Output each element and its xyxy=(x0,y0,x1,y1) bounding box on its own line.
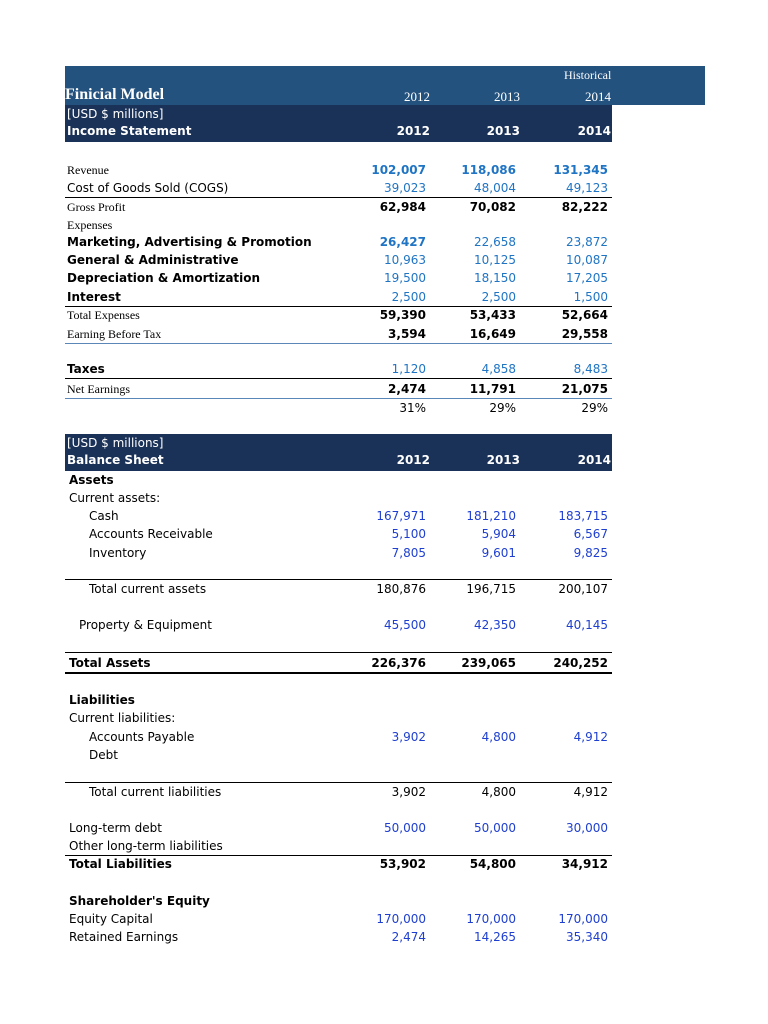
cell-value[interactable]: 53,433 xyxy=(469,308,516,322)
cell-value[interactable]: 2,500 xyxy=(481,290,516,304)
cell-value[interactable]: 39,023 xyxy=(384,181,426,195)
divider xyxy=(65,672,612,674)
cell-value[interactable]: 26,427 xyxy=(379,235,426,249)
cell-value[interactable]: 3,902 xyxy=(391,785,426,799)
row-label: Current assets: xyxy=(69,491,161,505)
cell-value[interactable]: 62,984 xyxy=(379,200,426,214)
cell-value[interactable]: 52,664 xyxy=(561,308,608,322)
table-row xyxy=(65,837,612,855)
table-row xyxy=(65,161,612,179)
cell-value[interactable]: 5,904 xyxy=(481,527,516,541)
row-label: Earning Before Tax xyxy=(67,327,162,341)
row-label: Cash xyxy=(89,509,119,523)
row-label: Interest xyxy=(67,290,121,304)
row-label: Inventory xyxy=(89,546,147,560)
row-label: Current liabilities: xyxy=(69,711,176,725)
cell-value[interactable]: 29% xyxy=(489,401,516,415)
cell-value[interactable]: 18,150 xyxy=(474,271,516,285)
table-row xyxy=(65,233,612,251)
cell-value[interactable]: 10,125 xyxy=(474,253,516,267)
divider xyxy=(65,343,612,344)
cell-value[interactable]: 22,658 xyxy=(474,235,516,249)
table-row xyxy=(65,380,612,398)
cell-value[interactable]: 7,805 xyxy=(391,546,426,560)
cell-value[interactable]: 118,086 xyxy=(461,163,516,177)
balance-sheet-header xyxy=(65,434,612,471)
cell-value[interactable]: 1,500 xyxy=(573,290,608,304)
row-label: Revenue xyxy=(67,163,109,177)
table-row xyxy=(65,910,612,928)
cell-value[interactable]: 4,858 xyxy=(481,362,516,376)
cell-value[interactable]: 2,474 xyxy=(388,382,426,396)
cell-value[interactable]: 226,376 xyxy=(371,656,426,670)
row-label: Other long-term liabilities xyxy=(69,839,223,853)
table-row xyxy=(65,288,612,306)
cell-value[interactable]: 48,004 xyxy=(474,181,516,195)
cell-value[interactable]: 59,390 xyxy=(379,308,426,322)
table-row xyxy=(65,691,612,709)
row-label: Depreciation & Amortization xyxy=(67,271,261,285)
cell-value[interactable]: 49,123 xyxy=(566,181,608,195)
balance-units: [USD $ millions] xyxy=(67,436,164,450)
row-label: General & Administrative xyxy=(67,253,239,267)
title-year-2013: 2013 xyxy=(494,89,520,104)
cell-value[interactable]: 30,000 xyxy=(566,821,608,835)
title-year-2014: 2014 xyxy=(585,89,611,104)
row-label: Total current assets xyxy=(89,582,207,596)
cell-value[interactable]: 1,120 xyxy=(391,362,426,376)
cell-value[interactable]: 240,252 xyxy=(553,656,608,670)
table-row xyxy=(65,819,612,837)
income-statement-header xyxy=(65,105,612,142)
cell-value[interactable]: 8,483 xyxy=(573,362,608,376)
cell-value[interactable]: 10,963 xyxy=(384,253,426,267)
row-label: Total current liabilities xyxy=(89,785,222,799)
cell-value[interactable]: 170,000 xyxy=(376,912,426,926)
row-label: Retained Earnings xyxy=(69,930,179,944)
model-title: Finicial Model xyxy=(65,86,165,103)
income-year-2012: 2012 xyxy=(396,124,430,138)
row-label: Accounts Payable xyxy=(89,730,195,744)
cell-value[interactable]: 14,265 xyxy=(474,930,516,944)
income-units: [USD $ millions] xyxy=(67,107,164,121)
row-label: Expenses xyxy=(67,218,113,232)
row-label: Assets xyxy=(69,473,114,487)
cell-value[interactable]: 183,715 xyxy=(558,509,608,523)
cell-value[interactable]: 35,340 xyxy=(566,930,608,944)
table-row xyxy=(65,325,612,343)
table-row xyxy=(65,892,612,910)
cell-value[interactable]: 31% xyxy=(399,401,426,415)
cell-value[interactable]: 2,474 xyxy=(391,930,426,944)
table-row xyxy=(65,728,612,746)
cell-value[interactable]: 2,500 xyxy=(391,290,426,304)
cell-value[interactable]: 4,800 xyxy=(481,730,516,744)
table-row xyxy=(65,489,612,507)
balance-sheet-title: Balance Sheet xyxy=(67,453,164,467)
row-label: Liabilities xyxy=(69,693,135,707)
row-label: Debt xyxy=(89,748,118,762)
cell-value[interactable]: 239,065 xyxy=(461,656,516,670)
row-label: Net Earnings xyxy=(67,382,130,396)
cell-value[interactable]: 29% xyxy=(581,401,608,415)
row-label: Equity Capital xyxy=(69,912,153,926)
divider xyxy=(65,378,612,379)
cell-value[interactable]: 200,107 xyxy=(558,582,608,596)
table-row xyxy=(65,855,612,873)
title-band xyxy=(65,66,705,105)
cell-value[interactable]: 54,800 xyxy=(469,857,516,871)
historical-label: Historical xyxy=(564,68,612,82)
table-row xyxy=(65,507,612,525)
table-row xyxy=(65,783,612,801)
cell-value[interactable]: 5,100 xyxy=(391,527,426,541)
row-label: Marketing, Advertising & Promotion xyxy=(67,235,312,249)
cell-value[interactable]: 16,649 xyxy=(469,327,516,341)
cell-value[interactable]: 181,210 xyxy=(466,509,516,523)
cell-value[interactable]: 167,971 xyxy=(376,509,426,523)
cell-value[interactable]: 17,205 xyxy=(566,271,608,285)
cell-value[interactable]: 50,000 xyxy=(474,821,516,835)
cell-value[interactable]: 82,222 xyxy=(561,200,608,214)
cell-value[interactable]: 23,872 xyxy=(566,235,608,249)
table-row xyxy=(65,360,612,378)
table-row xyxy=(65,746,612,764)
row-label: Shareholder's Equity xyxy=(69,894,210,908)
row-label: Total Liabilities xyxy=(69,857,172,871)
cell-value[interactable]: 180,876 xyxy=(376,582,426,596)
balance-year-2014: 2014 xyxy=(577,453,611,467)
cell-value[interactable]: 19,500 xyxy=(384,271,426,285)
divider xyxy=(65,652,612,653)
table-row xyxy=(65,525,612,543)
cell-value[interactable]: 102,007 xyxy=(371,163,426,177)
table-row xyxy=(65,709,612,727)
table-row xyxy=(65,616,612,634)
cell-value[interactable]: 42,350 xyxy=(474,618,516,632)
cell-value[interactable]: 170,000 xyxy=(466,912,516,926)
table-row xyxy=(65,216,612,234)
income-statement-title: Income Statement xyxy=(67,124,192,138)
row-label: Accounts Receivable xyxy=(89,527,213,541)
cell-value[interactable]: 4,912 xyxy=(573,730,608,744)
table-row xyxy=(65,251,612,269)
table-row xyxy=(65,399,612,417)
cell-value[interactable]: 6,567 xyxy=(573,527,608,541)
title-year-2012: 2012 xyxy=(404,89,430,104)
cell-value[interactable]: 170,000 xyxy=(558,912,608,926)
table-row xyxy=(65,580,612,598)
cell-value[interactable]: 9,825 xyxy=(573,546,608,560)
row-label: Long-term debt xyxy=(69,821,163,835)
cell-value[interactable]: 3,902 xyxy=(391,730,426,744)
income-year-2013: 2013 xyxy=(486,124,520,138)
cell-value[interactable]: 40,145 xyxy=(566,618,608,632)
cell-value[interactable]: 196,715 xyxy=(466,582,516,596)
table-row xyxy=(65,269,612,287)
cell-value[interactable]: 53,902 xyxy=(379,857,426,871)
cell-value[interactable]: 4,912 xyxy=(573,785,608,799)
row-label: Taxes xyxy=(67,362,105,376)
cell-value[interactable]: 45,500 xyxy=(384,618,426,632)
table-row xyxy=(65,179,612,197)
cell-value[interactable]: 29,558 xyxy=(561,327,608,341)
cell-value[interactable]: 9,601 xyxy=(481,546,516,560)
cell-value[interactable]: 11,791 xyxy=(469,382,516,396)
table-row xyxy=(65,306,612,324)
cell-value[interactable]: 50,000 xyxy=(384,821,426,835)
row-label: Total Expenses xyxy=(67,308,140,322)
table-row xyxy=(65,928,612,946)
cell-value[interactable]: 34,912 xyxy=(561,857,608,871)
cell-value[interactable]: 21,075 xyxy=(561,382,608,396)
table-row xyxy=(65,471,612,489)
row-label: Gross Profit xyxy=(67,200,126,214)
balance-year-2012: 2012 xyxy=(396,453,430,467)
table-row xyxy=(65,654,612,672)
cell-value[interactable]: 3,594 xyxy=(388,327,426,341)
income-year-2014: 2014 xyxy=(577,124,611,138)
balance-year-2013: 2013 xyxy=(486,453,520,467)
cell-value[interactable]: 4,800 xyxy=(481,785,516,799)
cell-value[interactable]: 131,345 xyxy=(553,163,608,177)
table-row xyxy=(65,544,612,562)
cell-value[interactable]: 70,082 xyxy=(469,200,516,214)
row-label: Property & Equipment xyxy=(79,618,212,632)
row-label: Cost of Goods Sold (COGS) xyxy=(67,181,229,195)
cell-value[interactable]: 10,087 xyxy=(566,253,608,267)
table-row xyxy=(65,198,612,216)
row-label: Total Assets xyxy=(69,656,151,670)
